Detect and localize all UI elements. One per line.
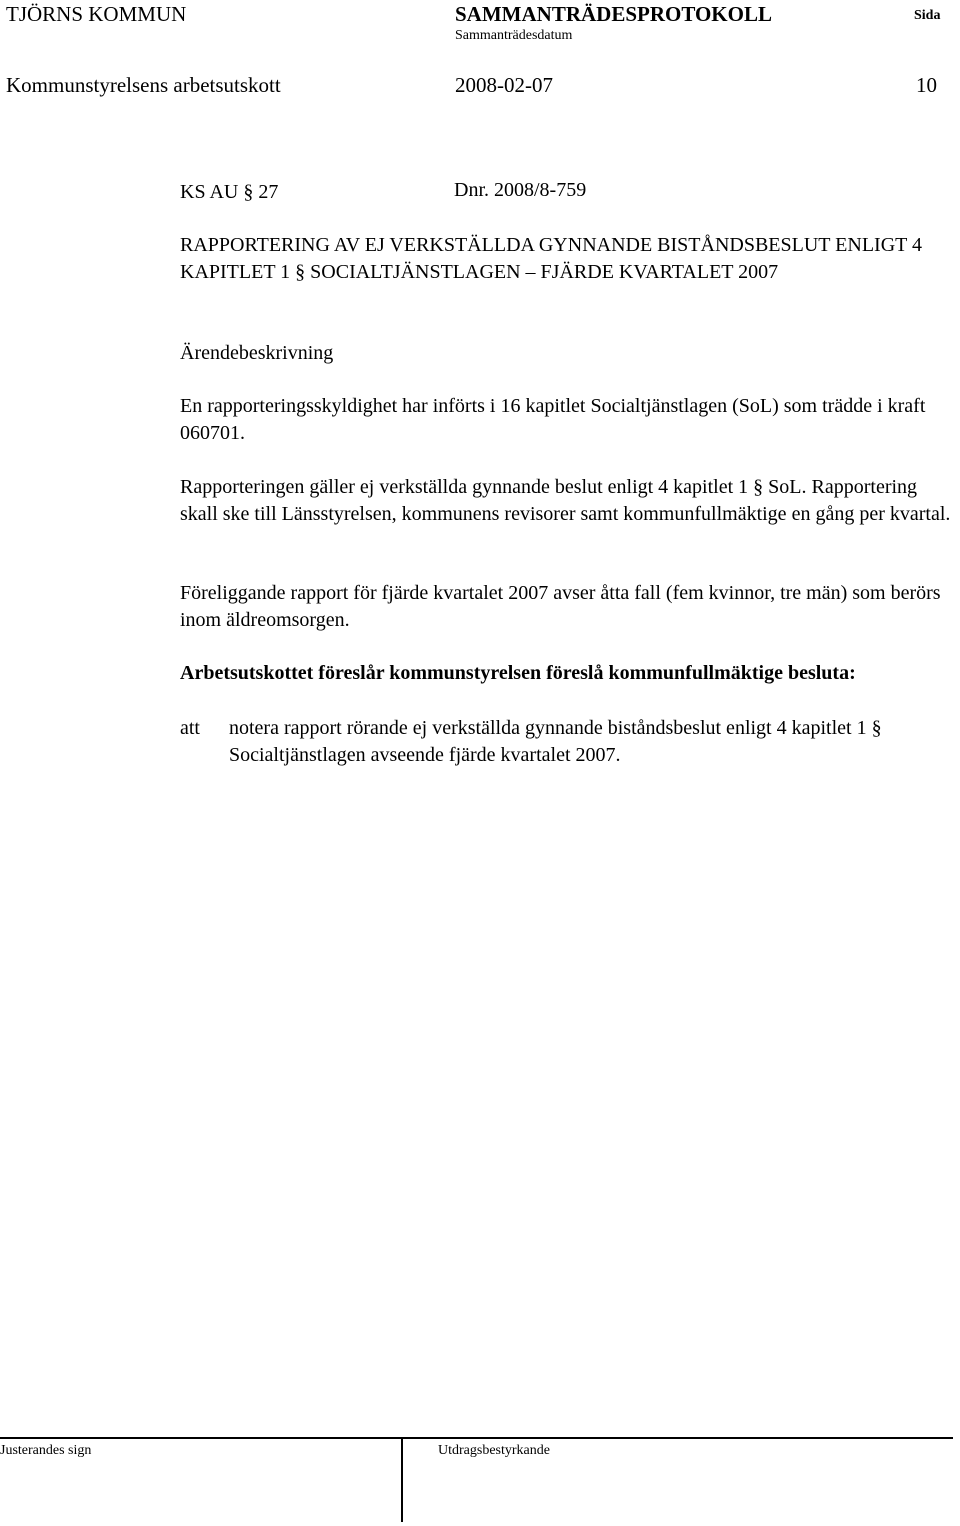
footer-rule-left (0, 1437, 393, 1439)
document-type: SAMMANTRÄDESPROTOKOLL (455, 2, 772, 26)
meeting-date-label: Sammanträdesdatum (455, 28, 573, 43)
meeting-date: 2008-02-07 (455, 73, 553, 97)
proposal-heading: Arbetsutskottet föreslår kommunstyrelsen föreslå kommunfullmäktige besluta: (180, 662, 856, 684)
case-heading: RAPPORTERING AV EJ VERKSTÄLLDA GYNNANDE BISTÅNDSBESLUT ENLIGT 4 KAPITLET 1 § SOCIALTJÄNSTLAGEN – FJÄRDE KVARTALET 2007 (180, 234, 923, 283)
page-number: 10 (916, 73, 937, 97)
justerandes-sign-label: Justerandes sign (0, 1443, 92, 1458)
paragraph-2: Rapporteringen gäller ej verkställda gynnande beslut enligt 4 kapitlet 1 § SoL. Rapportering skall ske till Länsstyrelsen, kommunens revisorer samt kommunfullmäktige en gång per kvartal. (180, 476, 951, 525)
footer-divider (401, 1437, 403, 1522)
case-id: KS AU § 27 (180, 181, 279, 203)
footer-rule-right (393, 1437, 953, 1439)
section-label: Ärendebeskrivning (180, 342, 334, 364)
paragraph-3: Föreliggande rapport för fjärde kvartalet 2007 avser åtta fall (fem kvinnor, tre män) som berörs inom äldreomsorgen. (180, 582, 941, 631)
decision-att: att (180, 717, 200, 739)
utdragsbestyrkande-label: Utdragsbestyrkande (438, 1443, 550, 1458)
paragraph-1: En rapporteringsskyldighet har införts i 16 kapitlet Socialtjänstlagen (SoL) som trädde i kraft 060701. (180, 395, 926, 444)
municipality-name: TJÖRNS KOMMUN (6, 2, 187, 26)
case-dnr: Dnr. 2008/8-759 (454, 179, 587, 201)
committee-name: Kommunstyrelsens arbetsutskott (6, 73, 281, 97)
page-label: Sida (914, 8, 941, 23)
decision-text: notera rapport rörande ej verkställda gynnande biståndsbeslut enligt 4 kapitlet 1 § Socialtjänstlagen avseende fjärde kvartalet 2007. (229, 717, 882, 766)
